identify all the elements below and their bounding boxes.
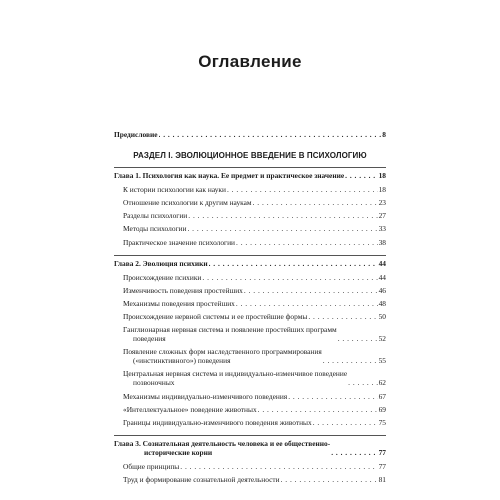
toc-entry[interactable] xyxy=(114,462,386,471)
toc-entry-text xyxy=(123,325,337,343)
toc-entry-label-line2: поведения xyxy=(133,334,166,344)
toc-entry-label: Труд и формирование сознательной деятельности xyxy=(123,474,280,484)
toc-page-number: 62 xyxy=(378,378,386,388)
toc-entry[interactable] xyxy=(114,211,386,220)
toc-entry[interactable] xyxy=(114,273,386,282)
toc-page-number: 18 xyxy=(378,171,386,180)
toc-entry-label: Методы психологии xyxy=(123,224,187,234)
page-title: Оглавление xyxy=(198,52,302,71)
toc-entry-chapter-2[interactable] xyxy=(114,259,386,268)
toc-page-number: 46 xyxy=(378,285,386,295)
toc-page-number: 8 xyxy=(382,130,386,139)
leader-dots xyxy=(308,312,377,321)
toc-entry-label-line2: позвоночных xyxy=(133,378,175,388)
toc-entry-label: Происхождение психики xyxy=(123,272,202,282)
toc-entry[interactable] xyxy=(114,369,386,387)
leader-dots xyxy=(209,259,378,268)
leader-dots xyxy=(338,334,378,343)
toc-entry-text xyxy=(123,347,322,365)
toc-entry-label-line1: Центральная нервная система и индивидуально-изменчивое поведение xyxy=(123,369,348,379)
toc-page-number: 55 xyxy=(378,356,386,366)
toc-entry[interactable] xyxy=(114,312,386,321)
toc-entry-label: Практическое значение психологии xyxy=(123,237,236,247)
toc-page-number: 69 xyxy=(378,404,386,414)
toc-entry[interactable] xyxy=(114,185,386,194)
toc-entry-label: Отношение психологии к другим наукам xyxy=(123,198,252,208)
leader-dots xyxy=(348,378,377,387)
toc-entry[interactable] xyxy=(114,418,386,427)
toc-page-number: 50 xyxy=(378,311,386,321)
toc-entry-label-line2: исторические корни xyxy=(144,447,213,457)
toc-page-number: 81 xyxy=(378,474,386,484)
leader-dots xyxy=(187,224,377,233)
toc-entry-label: Глава 1. Психология как наука. Ее предмет и практическое значение xyxy=(114,171,345,180)
leader-dots xyxy=(236,238,378,247)
toc-entry-label: Глава 2. Эволюция психики xyxy=(114,258,208,268)
toc-entry[interactable] xyxy=(114,198,386,207)
toc-entry[interactable] xyxy=(114,475,386,484)
toc-entry[interactable] xyxy=(114,286,386,295)
toc-entry-label: К истории психологии как науки xyxy=(123,185,226,194)
toc-entry-label: Предисловие xyxy=(114,130,158,139)
leader-dots xyxy=(323,356,378,365)
toc-entry-label-line2: («инстинктивного») поведения xyxy=(133,356,231,366)
leader-dots xyxy=(288,392,377,401)
toc-page-number: 23 xyxy=(378,198,386,208)
leader-dots xyxy=(345,171,377,180)
toc-page-number: 77 xyxy=(378,447,386,457)
toc-page-number: 52 xyxy=(378,334,386,344)
toc-entry-label-line1: Ганглионарная нервная система и появление простейших программ xyxy=(123,325,337,335)
toc-page-number: 18 xyxy=(378,185,386,194)
toc-page-number: 27 xyxy=(378,211,386,221)
toc-page-number: 67 xyxy=(378,391,386,401)
divider-rule xyxy=(114,167,386,168)
toc-entry-label-line1: Появление сложных форм наследственного программирования xyxy=(123,347,322,357)
leader-dots xyxy=(331,448,377,457)
divider-rule xyxy=(114,255,386,256)
toc-entry-label: Происхождение нервной системы и ее простейшие формы xyxy=(123,311,308,321)
toc-entry[interactable] xyxy=(114,392,386,401)
leader-dots xyxy=(253,198,378,207)
toc-entry-label: Разделы психологии xyxy=(123,211,188,221)
toc-entry-label: Механизмы поведения простейших xyxy=(123,298,235,308)
toc-entry-label: «Интеллектуальное» поведение животных xyxy=(123,404,257,414)
toc-entry[interactable] xyxy=(114,325,386,343)
leader-dots xyxy=(159,130,382,139)
part-heading: РАЗДЕЛ I. ЭВОЛЮЦИОННОЕ ВВЕДЕНИЕ В ПСИХОЛОГИЮ xyxy=(133,151,367,160)
toc-entry-text xyxy=(123,369,347,387)
leader-dots xyxy=(236,299,378,308)
toc-entry-preface[interactable] xyxy=(114,130,386,139)
toc-entry-chapter-3[interactable] xyxy=(114,439,386,457)
toc-entry[interactable] xyxy=(114,238,386,247)
toc-page-number: 48 xyxy=(378,298,386,308)
toc-entry[interactable] xyxy=(114,347,386,365)
toc-page-number: 38 xyxy=(378,237,386,247)
toc-entry-text xyxy=(114,439,330,457)
leader-dots xyxy=(244,286,378,295)
toc-entry-label: Механизмы индивидуально-изменчивого поведения xyxy=(123,391,288,401)
toc-entry[interactable] xyxy=(114,405,386,414)
toc-entry-label: Изменчивость поведения простейших xyxy=(123,285,243,295)
leader-dots xyxy=(202,273,377,282)
leader-dots xyxy=(227,185,378,194)
toc-page-number: 44 xyxy=(378,272,386,282)
toc-entry[interactable] xyxy=(114,299,386,308)
toc-entry-label: Общие принципы xyxy=(123,461,180,471)
leader-dots xyxy=(258,405,378,414)
leader-dots xyxy=(281,475,378,484)
leader-dots xyxy=(313,418,378,427)
leader-dots xyxy=(188,211,377,220)
table-of-contents xyxy=(114,130,386,484)
toc-page-number: 44 xyxy=(378,258,386,268)
divider-rule xyxy=(114,435,386,436)
toc-page-number: 33 xyxy=(378,224,386,234)
toc-page-number: 77 xyxy=(378,461,386,471)
toc-entry-label-line1: Глава 3. Сознательная деятельность человека и ее общественно- xyxy=(114,438,331,448)
toc-entry-chapter-1[interactable] xyxy=(114,171,386,180)
leader-dots xyxy=(180,462,377,471)
toc-entry[interactable] xyxy=(114,224,386,233)
toc-page-number: 75 xyxy=(378,417,386,427)
toc-entry-label: Границы индивидуально-изменчивого поведения животных xyxy=(123,417,312,427)
